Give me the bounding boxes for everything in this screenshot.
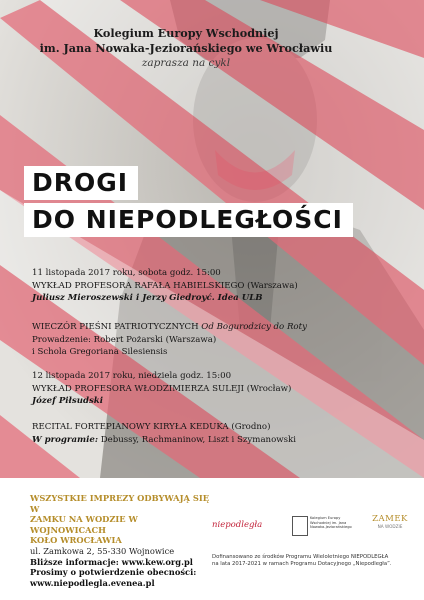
zamek-logo-subtitle: NA WODZIE xyxy=(377,524,403,529)
event-2-heading-prefix: WIECZÓR PIEŚNI PATRIOTYCZNYCH xyxy=(32,322,199,332)
event-4-program xyxy=(32,434,402,447)
event-2-heading-title: Od Bogurodzicy do Roty xyxy=(201,322,307,332)
title-line-2: DO NIEPODLEGŁOŚCI xyxy=(24,203,353,237)
info-link[interactable]: Bliższe informacje: www.kew.org.pl xyxy=(30,556,193,567)
event-2-host: Prowadzenie: Robert Pożarski (Warszawa) xyxy=(32,334,217,345)
event-2-heading xyxy=(32,321,402,334)
invite-text: zaprasza na cykl xyxy=(141,57,231,69)
venue-notice-line1: WSZYSTKIE IMPREZY ODBYWAJĄ SIĘ W xyxy=(30,493,210,514)
funding-note xyxy=(212,554,417,568)
event-1-heading: WYKŁAD PROFESORA RAFAŁA HABIELSKIEGO (Warszawa) xyxy=(32,280,298,291)
niepodlegla-logo: niepodległa xyxy=(212,520,263,530)
event-1 xyxy=(32,267,402,305)
venue-info xyxy=(30,493,210,588)
poster-footer xyxy=(0,478,424,600)
event-4-program-list: Debussy, Rachmaninow, Liszt i Szymanowski xyxy=(100,434,296,445)
event-1-subtitle: Juliusz Mieroszewski i Jerzy Giedroyć. Idea ULB xyxy=(32,293,263,303)
organizer-header xyxy=(36,26,336,71)
rsvp-link[interactable]: www.niepodlegla.evenea.pl xyxy=(30,577,155,588)
funding-line-2: na lata 2017-2021 w ramach Programu Dotacyjnego „Niepodległa”. xyxy=(212,561,392,568)
organizer-name-line1: Kolegium Europy Wschodniej xyxy=(93,26,279,40)
event-1-date: 11 listopada 2017 roku, sobota godz. 15:00 xyxy=(32,268,221,278)
event-2 xyxy=(32,321,402,359)
kew-logo xyxy=(292,514,362,538)
title-line-1: DROGI xyxy=(24,166,138,200)
kew-emblem-icon xyxy=(292,516,308,536)
zamek-logo-title: ZAMEK xyxy=(372,514,408,524)
venue-notice-line3: KOŁO WROCŁAWIA xyxy=(30,535,122,546)
organizer-name-line2: im. Jana Nowaka-Jeziorańskiego we Wrocławiu xyxy=(39,41,333,55)
event-3 xyxy=(32,370,402,408)
venue-address: ul. Zamkowa 2, 55-330 Wojnowice xyxy=(30,545,175,556)
rsvp-text: Prosimy o potwierdzenie obecności: xyxy=(30,567,197,578)
event-4 xyxy=(32,421,402,446)
kew-logo-text: Kolegium Europy Wschodniej im. Jana Nowaka-Jeziorańskiego xyxy=(310,516,352,529)
event-3-heading: WYKŁAD PROFESORA WŁODZIMIERZA SULEJI (Wrocław) xyxy=(32,383,292,394)
event-2-choir: i Schola Gregoriana Silesiensis xyxy=(32,347,168,357)
event-3-date: 12 listopada 2017 roku, niedziela godz. 15:00 xyxy=(32,371,232,381)
sponsor-logos xyxy=(212,514,412,544)
event-4-heading: RECITAL FORTEPIANOWY KIRYŁA KEDUKA (Grodno) xyxy=(32,422,271,432)
venue-notice-line2: ZAMKU NA WODZIE W WOJNOWICACH xyxy=(30,514,138,535)
funding-line-1: Dofinansowano ze środków Programu Wieloletniego NIEPODLEGŁA xyxy=(212,554,389,560)
event-4-program-label: W programie: xyxy=(32,434,99,445)
zamek-logo xyxy=(370,514,410,542)
event-3-subtitle: Józef Piłsudski xyxy=(32,396,104,406)
